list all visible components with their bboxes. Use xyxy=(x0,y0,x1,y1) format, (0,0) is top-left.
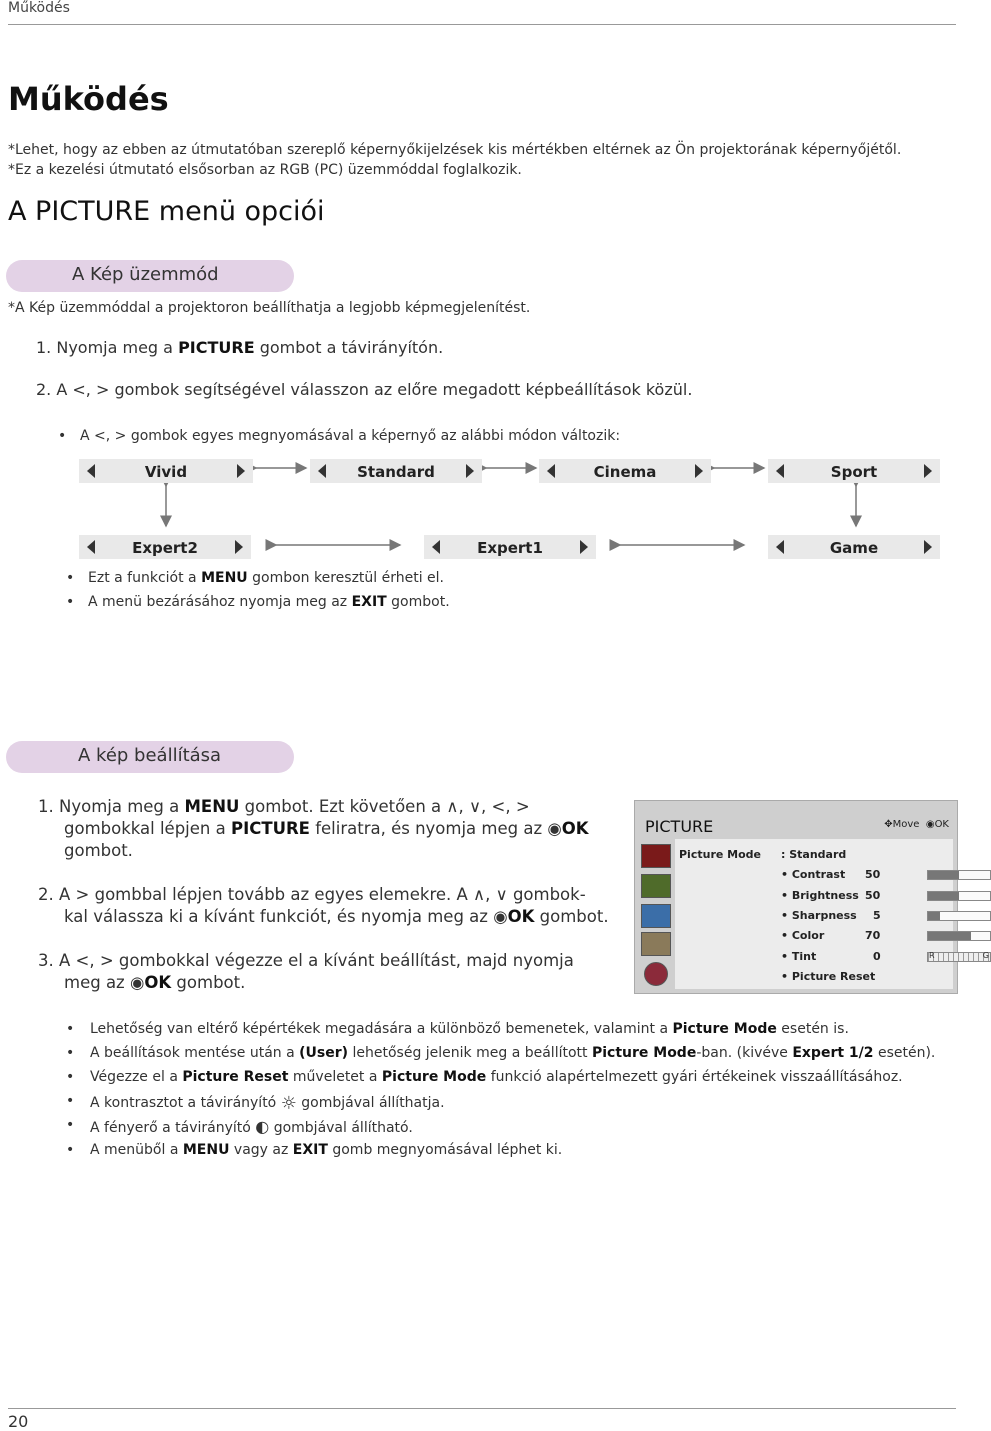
tip6-pre: A menüből a xyxy=(90,1142,183,1158)
exit-note-pre: A menü bezárásához nyomja meg az xyxy=(88,594,352,610)
bullet-dot: • xyxy=(66,1021,75,1037)
osd-color-value: 70 xyxy=(865,929,881,942)
note-2: *Ez a kezelési útmutató elsősorban az RGB (PC) üzemmóddal foglalkozik. xyxy=(8,162,522,178)
bullet-dot: • xyxy=(66,1142,75,1158)
mode-expert1 xyxy=(424,535,596,559)
s1a-bold: MENU xyxy=(184,797,240,816)
mode-standard xyxy=(310,459,482,483)
tip3-bold2: Picture Mode xyxy=(381,1069,487,1085)
mode-sport-label: Sport xyxy=(830,463,878,481)
s1b-ok: OK xyxy=(561,819,589,838)
tip2-pre: A beállítások mentése után a xyxy=(90,1045,300,1061)
s1a-post: gombot. Ezt követően a ∧, ∨, <, > xyxy=(239,797,530,816)
ok-icon: ◉ xyxy=(925,819,935,830)
mode-sport xyxy=(768,459,940,483)
adjust-step-1 xyxy=(38,796,628,862)
mode-game-label: Game xyxy=(829,539,879,557)
osd-sharpness-label[interactable]: • Sharpness xyxy=(781,909,857,922)
header-divider xyxy=(8,24,956,25)
tip3-bold1: Picture Reset xyxy=(182,1069,289,1085)
s1b-pre: gombokkal lépjen a xyxy=(64,819,231,838)
pill-label: A Kép üzemmód xyxy=(72,264,219,285)
exit-note xyxy=(88,594,450,610)
tip4-pre: A kontrasztot a távirányító xyxy=(90,1095,281,1111)
tip-4 xyxy=(90,1093,445,1114)
page-number: 20 xyxy=(8,1412,29,1431)
section-title: A PICTURE menü opciói xyxy=(8,196,325,227)
ok-icon: ◉ xyxy=(129,973,145,992)
screen-tab-icon[interactable] xyxy=(641,904,671,928)
tip1-bold: Picture Mode xyxy=(672,1021,777,1037)
osd-brightness-value: 50 xyxy=(865,889,881,902)
osd-sharpness-value: 5 xyxy=(873,909,881,922)
tip2-bold1: (User) xyxy=(299,1045,349,1061)
bullet-dot: • xyxy=(66,1069,75,1085)
s2b-post: gombot. xyxy=(534,907,609,926)
exit-note-bold: EXIT xyxy=(351,594,387,610)
s1b-post: feliratra, és nyomja meg az xyxy=(309,819,548,838)
osd-title: PICTURE xyxy=(645,817,714,836)
mode-vivid xyxy=(79,459,253,483)
tip6-post: gomb megnyomásával léphet ki. xyxy=(327,1142,563,1158)
step-1-pre: 1. Nyomja meg a xyxy=(36,338,179,357)
tip5-post: gombjával állítható. xyxy=(269,1120,413,1136)
info-tab-icon[interactable] xyxy=(644,962,668,986)
mode-cinema-label: Cinema xyxy=(593,463,657,481)
tip-5 xyxy=(90,1117,413,1136)
tint-left-label: R xyxy=(929,951,935,960)
tip1-pre: Lehetőség van eltérő képértékek megadására a különböző bemenetek, valamint a xyxy=(90,1021,673,1037)
pill-label: A kép beállítása xyxy=(78,745,222,766)
osd-contrast-value: 50 xyxy=(865,868,881,881)
s1a-pre: 1. Nyomja meg a xyxy=(38,797,185,816)
osd-hint-ok: OK xyxy=(934,819,949,830)
osd-content xyxy=(675,839,989,989)
s1c: gombot. xyxy=(64,841,133,860)
exit-note-post: gombot. xyxy=(386,594,450,610)
tip2-bold3: Expert 1/2 xyxy=(792,1045,874,1061)
s2a: 2. A > gombbal lépjen tovább az egyes elemekre. A ∧, ∨ gombok- xyxy=(38,885,586,904)
picture-mode-pill xyxy=(6,260,294,292)
tip-3 xyxy=(90,1069,903,1085)
tip4-post: gombjával állíthatja. xyxy=(296,1095,445,1111)
bullet-dot: • xyxy=(66,1045,75,1061)
tip3-post: funkció alapértelmezett gyári értékeinek visszaállításához. xyxy=(486,1069,903,1085)
step-1-post: gombot a távirányítón. xyxy=(254,338,444,357)
mode-vivid-label: Vivid xyxy=(144,463,188,481)
brightness-half-circle-icon: ◐ xyxy=(255,1117,270,1136)
mode-expert2-label: Expert2 xyxy=(132,539,198,557)
adjust-step-2 xyxy=(38,884,628,928)
tip6-bold2: EXIT xyxy=(292,1142,328,1158)
bullet-dot: • xyxy=(66,570,75,586)
tip1-post: esetén is. xyxy=(776,1021,849,1037)
bullet-dot: • xyxy=(66,594,75,610)
osd-color-label[interactable]: • Color xyxy=(781,929,825,942)
osd-tint-value: 0 xyxy=(873,950,881,963)
osd-color-bar[interactable] xyxy=(927,931,991,941)
s3b-post: gombot. xyxy=(171,973,246,992)
page-title: Működés xyxy=(8,80,169,118)
picture-tab-icon[interactable] xyxy=(641,844,671,868)
osd-brightness-bar[interactable] xyxy=(927,891,991,901)
mode-expert2 xyxy=(79,535,251,559)
menu-access-note xyxy=(88,570,444,586)
osd-picture-reset[interactable]: • Picture Reset xyxy=(781,970,876,983)
menu-note-bold: MENU xyxy=(201,570,248,586)
tip2-bold2: Picture Mode xyxy=(591,1045,697,1061)
mode-game xyxy=(768,535,940,559)
running-header: Működés xyxy=(8,0,70,16)
osd-brightness-label[interactable]: • Brightness xyxy=(781,889,859,902)
step-1 xyxy=(36,338,443,357)
modes-bullet: A <, > gombok egyes megnyomásával a képernyő az alábbi módon változik: xyxy=(80,428,621,444)
tint-right-label: G xyxy=(982,951,989,960)
ok-icon: ◉ xyxy=(493,907,508,926)
tip6-mid: vagy az xyxy=(229,1142,293,1158)
bullet-dot: • xyxy=(66,1093,75,1109)
s2b-ok: OK xyxy=(507,907,535,926)
step-1-bold: PICTURE xyxy=(178,338,255,357)
bullet-dot: • xyxy=(58,428,67,444)
tip5-pre: A fényerő a távirányító xyxy=(90,1120,256,1136)
s3b-ok: OK xyxy=(144,973,172,992)
menu-note-pre: Ezt a funkciót a xyxy=(88,570,202,586)
tip3-mid: műveletet a xyxy=(288,1069,382,1085)
menu-note-post: gombon keresztül érheti el. xyxy=(247,570,445,586)
mode-cinema xyxy=(539,459,711,483)
mode-standard-label: Standard xyxy=(357,463,435,481)
s2b-pre: kal válassza ki a kívánt funkciót, és nyomja meg az xyxy=(64,907,494,926)
step-2: 2. A <, > gombok segítségével válasszon az előre megadott képbeállítások közül. xyxy=(36,380,693,399)
advanced-tab-icon[interactable] xyxy=(641,874,671,898)
osd-sharpness-bar[interactable] xyxy=(927,911,991,921)
tip-2 xyxy=(90,1045,935,1061)
osd-picture-mode-value: : Standard xyxy=(781,848,847,861)
tip-1 xyxy=(90,1021,849,1037)
osd-contrast-label[interactable]: • Contrast xyxy=(781,868,846,881)
osd-tint-label[interactable]: • Tint xyxy=(781,950,817,963)
footer-divider xyxy=(8,1408,956,1409)
s3b-pre: meg az xyxy=(64,973,130,992)
osd-picture-mode-label[interactable]: Picture Mode xyxy=(679,848,761,861)
ok-icon: ◉ xyxy=(547,819,562,838)
bullet-dot: • xyxy=(66,1117,75,1133)
osd-picture-menu xyxy=(634,800,989,994)
tip2-mid: lehetőség jelenik meg a beállított xyxy=(348,1045,592,1061)
tip6-bold1: MENU xyxy=(182,1142,230,1158)
option-tab-icon[interactable] xyxy=(641,932,671,956)
osd-tint-bar[interactable] xyxy=(927,952,991,962)
tip-6 xyxy=(90,1142,562,1158)
note-1: *Lehet, hogy az ebben az útmutatóban szereplő képernyőkijelzések kis mértékben eltérnek az Ön projektorának képernyőjétől. xyxy=(8,142,902,158)
contrast-sun-icon: ☼ xyxy=(280,1093,297,1114)
mode-expert1-label: Expert1 xyxy=(477,539,543,557)
tip2-post: esetén). xyxy=(873,1045,936,1061)
tip2-mid2: -ban. (kivéve xyxy=(696,1045,793,1061)
picture-adjust-pill xyxy=(6,741,294,773)
osd-hint xyxy=(884,819,949,830)
tip3-pre: Végezze el a xyxy=(90,1069,183,1085)
move-icon: ✥ xyxy=(884,819,893,830)
adjust-step-3 xyxy=(38,950,628,994)
osd-contrast-bar[interactable] xyxy=(927,870,991,880)
s3a: 3. A <, > gombokkal végezze el a kívánt beállítást, majd nyomja xyxy=(38,951,574,970)
osd-hint-move: Move xyxy=(892,819,920,830)
picture-mode-intro: *A Kép üzemmóddal a projektoron beállíthatja a legjobb képmegjelenítést. xyxy=(8,300,531,316)
s1b-bold: PICTURE xyxy=(230,819,310,838)
